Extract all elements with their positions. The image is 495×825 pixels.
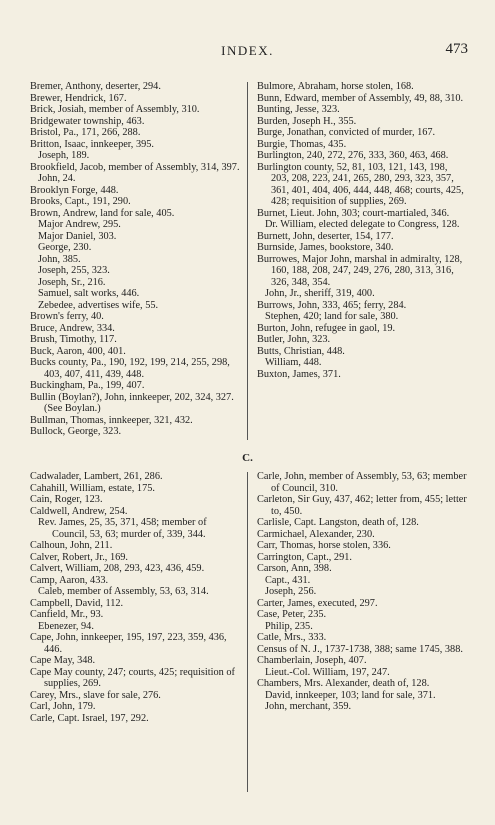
index-entry: David, innkeeper, 103; land for sale, 371. [265, 689, 436, 701]
index-entry: Brooklyn Forge, 448. [30, 184, 119, 196]
index-entry: William, 448. [265, 357, 322, 368]
index-entry: Burnside, James, bookstore, 340. [257, 242, 394, 253]
index-column-top-right [257, 81, 467, 380]
index-entry: Carter, James, executed, 297. [257, 597, 378, 609]
index-entry: Carey, Mrs., slave for sale, 276. [30, 689, 161, 701]
index-entry: Camp, Aaron, 433. [30, 574, 109, 586]
index-entry: Caldwell, Andrew, 254. [30, 505, 128, 517]
index-entry: Rev. James, 25, 35, 371, 458; member of Council, 53, 63; murder of, 339, 344. [38, 517, 207, 540]
index-entry: Buckingham, Pa., 199, 407. [30, 380, 145, 391]
index-entry: Cadwalader, Lambert, 261, 286. [30, 471, 163, 482]
index-entry: Brooks, Capt., 191, 290. [30, 196, 131, 207]
index-entry: Bulmore, Abraham, horse stolen, 168. [257, 81, 414, 92]
index-entry: Burton, John, refugee in gaol, 19. [257, 322, 396, 334]
index-entry: Catle, Mrs., 333. [257, 632, 327, 643]
index-entry: Bridgewater township, 463. [30, 115, 145, 127]
index-entry: Canfield, Mr., 93. [30, 609, 104, 620]
index-entry: Bunting, Jesse, 323. [257, 104, 340, 115]
index-entry: Carmichael, Alexander, 230. [257, 528, 375, 540]
index-entry: Brown, Andrew, land for sale, 405. [30, 207, 175, 219]
index-entry: Cape May, 348. [30, 655, 96, 666]
index-entry: Census of N. J., 1737-1738, 388; same 1745, 388. [257, 643, 463, 655]
index-entry: Calvert, William, 208, 293, 423, 436, 459. [30, 563, 205, 574]
running-header: INDEX. [221, 43, 274, 58]
index-entry: Brookfield, Jacob, member of Assembly, 314, 397. [30, 161, 240, 173]
index-entry: Burnet, Lieut. John, 303; court-martialed, 346. [257, 207, 450, 219]
index-entry: Major Andrew, 295. [38, 219, 121, 230]
index-entry: Bullin (Boylan?), John, innkeeper, 202, 324, 327. (See Boylan.) [30, 391, 234, 414]
index-entry: Cain, Roger, 123. [30, 494, 103, 505]
index-entry: Burrowes, Major John, marshal in admiralty, 128, 160, 188, 208, 247, 249, 276, 280, 313, 316, 326, 348, 354. [257, 253, 463, 288]
index-entry: Burnett, John, deserter, 154, 177. [257, 230, 394, 242]
index-entry: Lieut.-Col. William, 197, 247. [265, 666, 390, 678]
index-entry: Bunn, Edward, member of Assembly, 49, 88, 310. [257, 92, 464, 104]
index-entry: Carson, Ann, 398. [257, 563, 332, 574]
index-entry: Carle, Capt. Israel, 197, 292. [30, 712, 149, 724]
page-number: 473 [445, 41, 468, 57]
index-entry: Joseph, 256. [265, 586, 317, 597]
index-entry: George, 230. [38, 242, 92, 253]
index-entry: Zebedee, advertises wife, 55. [38, 299, 159, 311]
index-entry: Calhoun, John, 211. [30, 540, 113, 551]
index-entry: Dr. William, elected delegate to Congress, 128. [265, 219, 460, 230]
index-entry: Burgie, Thomas, 435. [257, 138, 347, 150]
index-entry: Bullman, Thomas, innkeeper, 321, 432. [30, 414, 193, 426]
index-column-top-left [30, 81, 240, 438]
index-entry: Brush, Timothy, 117. [30, 334, 117, 345]
index-entry: John, 24. [38, 173, 76, 184]
index-entry: Butts, Christian, 448. [257, 345, 345, 357]
index-entry: Joseph, 189. [38, 150, 90, 161]
index-entry: Cape, John, innkeeper, 195, 197, 223, 359, 436, 446. [30, 632, 227, 655]
index-column-bottom-right [257, 471, 467, 713]
index-entry: Capt., 431. [265, 574, 311, 586]
index-entry: Campbell, David, 112. [30, 597, 124, 609]
index-entry: Bruce, Andrew, 334. [30, 322, 115, 334]
index-column-bottom-left [30, 471, 240, 724]
index-entry: Burden, Joseph H., 355. [257, 115, 357, 127]
index-entry: Britton, Isaac, innkeeper, 395. [30, 138, 154, 150]
index-entry: Carr, Thomas, horse stolen, 336. [257, 540, 391, 551]
index-entry: Burlington county, 52, 81, 103, 121, 143, 198, 203, 208, 223, 241, 265, 280, 293, 323, 357, 361, 401, 404, 406, 444, 448, 468; courts, 425, 428; requisition of supplies, 269. [257, 161, 464, 207]
index-entry: Buck, Aaron, 400, 401. [30, 345, 126, 357]
index-entry: Bristol, Pa., 171, 266, 288. [30, 127, 141, 138]
index-entry: Stephen, 420; land for sale, 380. [265, 311, 399, 322]
index-entry: Major Daniel, 303. [38, 230, 117, 242]
index-entry: Ebenezer, 94. [38, 620, 94, 632]
index-entry: Calver, Robert, Jr., 169. [30, 551, 128, 563]
column-divider-bottom [247, 472, 248, 792]
column-divider-top [247, 82, 248, 440]
index-entry: Brick, Josiah, member of Assembly, 310. [30, 104, 200, 115]
index-entry: Cape May county, 247; courts, 425; requisition of supplies, 269. [30, 666, 235, 689]
index-entry: Burge, Jonathan, convicted of murder, 167. [257, 127, 436, 138]
index-entry: Cahahill, William, estate, 175. [30, 482, 155, 494]
index-entry: Carleton, Sir Guy, 437, 462; letter from, 455; letter to, 450. [257, 494, 467, 517]
index-entry: Burlington, 240, 272, 276, 333, 360, 463, 468. [257, 150, 449, 161]
index-entry: Bucks county, Pa., 190, 192, 199, 214, 255, 298, 403, 407, 411, 439, 448. [30, 357, 230, 380]
index-entry: Carlisle, Capt. Langston, death of, 128. [257, 517, 419, 528]
index-entry: Bullock, George, 323. [30, 426, 122, 437]
section-letter: C. [242, 452, 253, 464]
index-entry: Joseph, 255, 323. [38, 265, 110, 276]
index-entry: Carle, John, member of Assembly, 53, 63; member of Council, 310. [257, 471, 467, 494]
index-entry: Caleb, member of Assembly, 53, 63, 314. [38, 586, 209, 597]
index-entry: Joseph, Sr., 216. [38, 276, 106, 288]
index-entry: Burrows, John, 333, 465; ferry, 284. [257, 299, 407, 311]
index-entry: Buxton, James, 371. [257, 368, 341, 380]
index-entry: Chamberlain, Joseph, 407. [257, 655, 367, 666]
index-entry: Brewer, Hendrick, 167. [30, 92, 127, 104]
index-entry: Philip, 235. [265, 620, 313, 632]
index-entry: Chambers, Mrs. Alexander, death of, 128. [257, 678, 430, 689]
index-entry: Case, Peter, 235. [257, 609, 327, 620]
index-entry: John, Jr., sheriff, 319, 400. [265, 288, 375, 299]
index-entry: Carrington, Capt., 291. [257, 551, 352, 563]
index-entry: John, 385. [38, 253, 81, 265]
index-entry: John, merchant, 359. [265, 701, 352, 712]
index-entry: Butler, John, 323. [257, 334, 331, 345]
index-entry: Brown's ferry, 40. [30, 311, 104, 322]
index-entry: Carl, John, 179. [30, 701, 96, 712]
index-entry: Samuel, salt works, 446. [38, 288, 140, 299]
index-entry: Bremer, Anthony, deserter, 294. [30, 81, 161, 92]
